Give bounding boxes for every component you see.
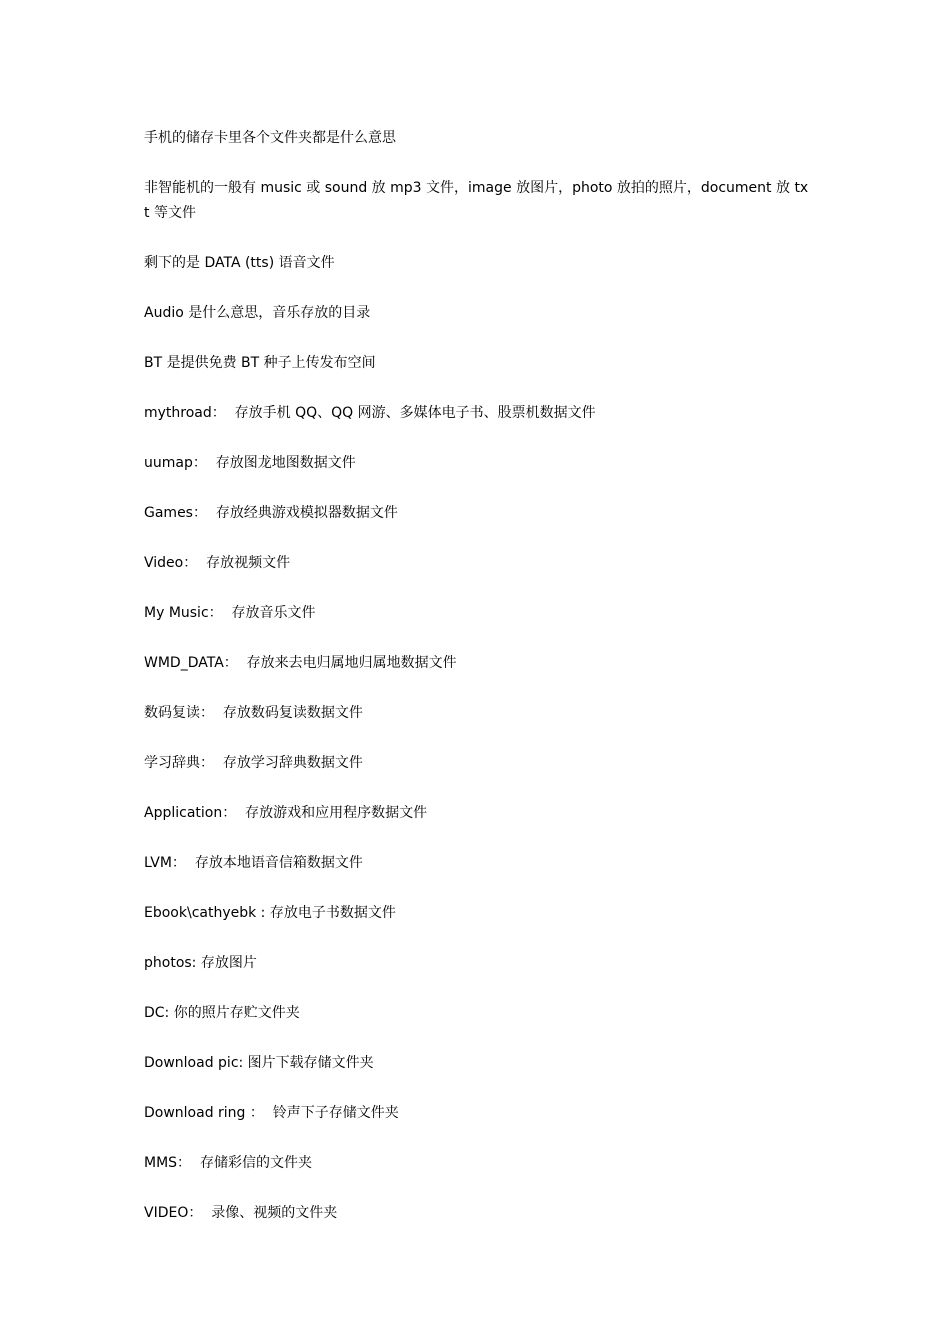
document-paragraph: WMD_DATA： 存放来去电归属地归属地数据文件 <box>144 655 457 671</box>
document-paragraph: LVM： 存放本地语音信箱数据文件 <box>144 855 363 871</box>
document-paragraph: VIDEO： 录像、视频的文件夹 <box>144 1205 338 1221</box>
document-paragraph: Download pic: 图片下载存储文件夹 <box>144 1055 374 1071</box>
document-paragraph: Audio 是什么意思，音乐存放的目录 <box>144 305 371 321</box>
document-paragraph: 数码复读： 存放数码复读数据文件 <box>144 705 363 721</box>
document-title: 手机的储存卡里各个文件夹都是什么意思 <box>144 130 396 146</box>
document-paragraph: photos: 存放图片 <box>144 955 257 971</box>
document-paragraph: DC: 你的照片存贮文件夹 <box>144 1005 300 1021</box>
paragraph-list <box>144 176 812 1226</box>
document-paragraph: Ebook\cathyebk : 存放电子书数据文件 <box>144 905 396 921</box>
document-paragraph: uumap： 存放图龙地图数据文件 <box>144 455 356 471</box>
document-paragraph: Games： 存放经典游戏模拟器数据文件 <box>144 505 398 521</box>
document-paragraph: 非智能机的一般有 music 或 sound 放 mp3 文件，image 放图片，photo 放拍的照片，document 放 txt 等文件 <box>144 180 809 221</box>
document-content <box>144 126 812 1251</box>
document-paragraph: mythroad： 存放手机 QQ、QQ 网游、多媒体电子书、股票机数据文件 <box>144 405 596 421</box>
document-paragraph: 学习辞典： 存放学习辞典数据文件 <box>144 755 363 771</box>
document-paragraph: Download ring ： 铃声下子存储文件夹 <box>144 1105 399 1121</box>
document-paragraph: My Music： 存放音乐文件 <box>144 605 316 621</box>
document-paragraph: MMS： 存储彩信的文件夹 <box>144 1155 312 1171</box>
document-paragraph: Video： 存放视频文件 <box>144 555 291 571</box>
document-paragraph: Application： 存放游戏和应用程序数据文件 <box>144 805 428 821</box>
document-paragraph: 剩下的是 DATA (tts) 语音文件 <box>144 255 335 271</box>
document-paragraph: BT 是提供免费 BT 种子上传发布空间 <box>144 355 376 371</box>
